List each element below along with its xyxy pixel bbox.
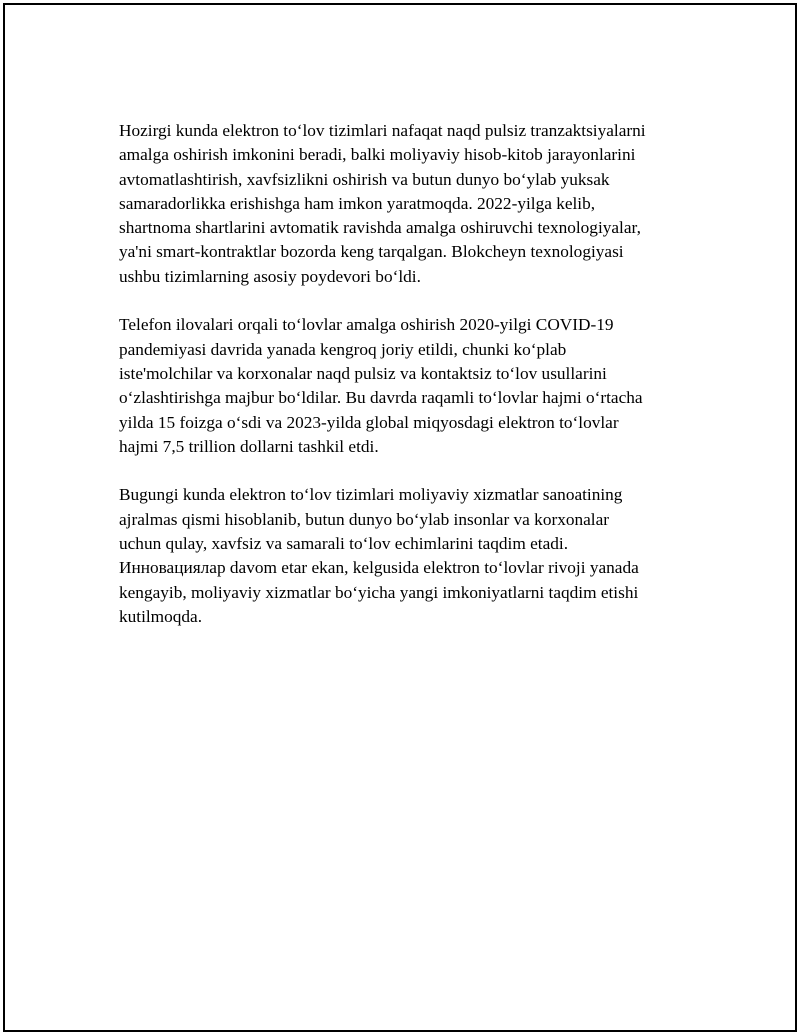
paragraph-1 — [119, 119, 679, 289]
paragraph-line: uchun qulay, xavfsiz va samarali to‘lov echimlarini taqdim etadi. — [119, 534, 569, 554]
paragraph-2 — [119, 313, 679, 459]
paragraph-line: ushbu tizimlarning asosiy poydevori bo‘ldi. — [119, 266, 421, 286]
paragraph-line: avtomatlashtirish, xavfsizlikni oshirish va butun dunyo bo‘ylab yuksak — [119, 169, 610, 189]
document-body — [119, 119, 679, 654]
paragraph-line: ajralmas qismi hisoblanib, butun dunyo bo‘ylab insonlar va korxonalar — [119, 509, 610, 529]
paragraph-line: kutilmoqda. — [119, 606, 203, 626]
paragraph-line: samaradorlikka erishishga ham imkon yaratmoqda. 2022-yilga kelib, — [119, 193, 596, 213]
paragraph-line: o‘zlashtirishga majbur bo‘ldilar. Bu davrda raqamli to‘lovlar hajmi o‘rtacha — [119, 388, 643, 408]
paragraph-line: kengayib, moliyaviy xizmatlar bo‘yicha yangi imkoniyatlarni taqdim etishi — [119, 582, 639, 602]
paragraph-3 — [119, 483, 679, 629]
paragraph-line: pandemiyasi davrida yanada kengroq joriy etildi, chunki ko‘plab — [119, 339, 567, 359]
paragraph-line: iste'molchilar va korxonalar naqd pulsiz va kontaktsiz to‘lov usullarini — [119, 363, 607, 383]
document-page — [3, 3, 797, 1032]
paragraph-line: yilda 15 foizga o‘sdi va 2023-yilda global miqyosdagi elektron to‘lovlar — [119, 412, 619, 432]
paragraph-line: Telefon ilovalari orqali to‘lovlar amalga oshirish 2020-yilgi COVID-19 — [119, 315, 614, 335]
paragraph-line: shartnoma shartlarini avtomatik ravishda amalga oshiruvchi texnologiyalar, — [119, 218, 641, 238]
paragraph-line: ya'ni smart-kontraktlar bozorda keng tarqalgan. Blokcheyn texnologiyasi — [119, 242, 624, 262]
paragraph-line: amalga oshirish imkonini beradi, balki moliyaviy hisob-kitob jarayonlarini — [119, 145, 636, 165]
paragraph-line: Инновациялар davom etar ekan, kelgusida elektron to‘lovlar rivoji yanada — [119, 558, 639, 578]
paragraph-line: hajmi 7,5 trillion dollarni tashkil etdi. — [119, 436, 379, 456]
paragraph-line: Hozirgi kunda elektron to‘lov tizimlari nafaqat naqd pulsiz tranzaktsiyalarni — [119, 121, 646, 140]
paragraph-line: Bugungi kunda elektron to‘lov tizimlari moliyaviy xizmatlar sanoatining — [119, 485, 623, 505]
